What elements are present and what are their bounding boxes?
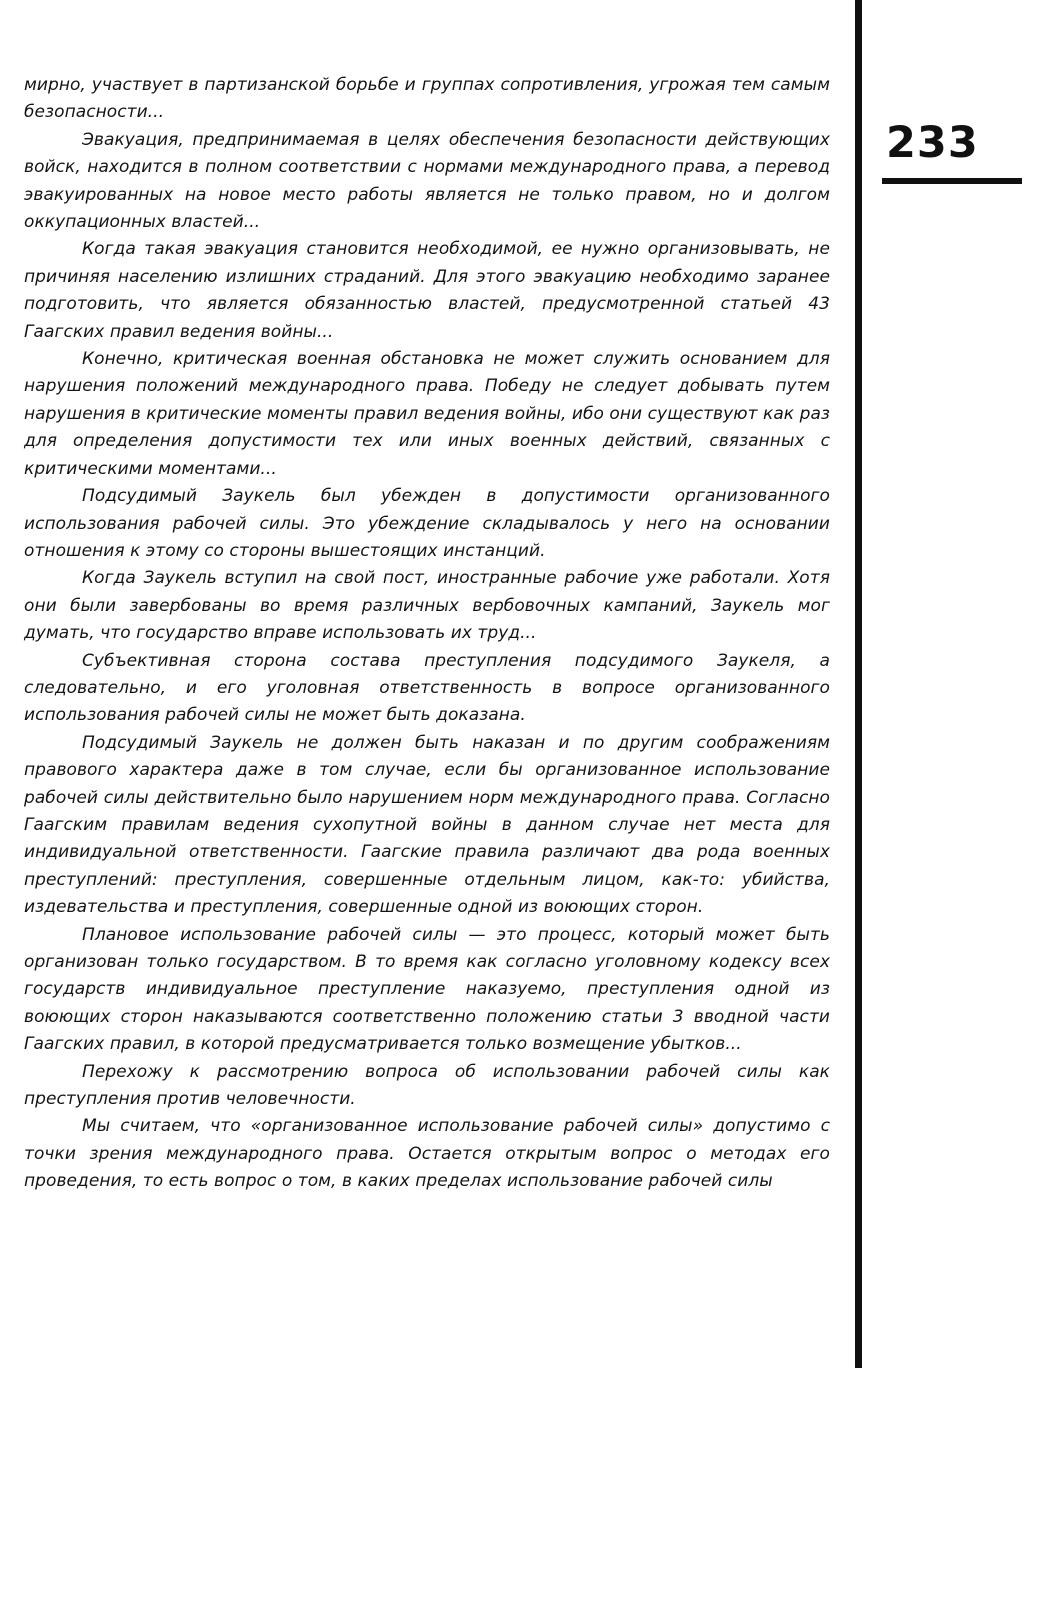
paragraph-4: Конечно, критическая военная обстановка не может служить основанием для нарушения положений международного права. Победу не следует добывать путем нарушения в критические моменты правил ведения войны, ибо они существуют как раз для определения допустимости тех или иных военных действий, связанных с критическими моментами... [24, 349, 830, 479]
paragraph-11: Мы считаем, что «организованное использование рабочей силы» допустимо с точки зрения международного права. Остается открытым вопрос о методах его проведения, то есть вопрос о том, в каких пределах использование рабочей силы [24, 1116, 830, 1192]
paragraph-3: Когда такая эвакуация становится необходимой, ее нужно организовывать, не причиняя населению излишних страданий. Для этого эвакуацию необходимо заранее подготовить, что является обязанностью властей, предусмотренной статьей 43 Гаагских правил ведения войны... [24, 239, 830, 342]
paragraph-1: мирно, участвует в партизанской борьбе и группах сопротивления, угрожая тем самым безопасности... [24, 75, 830, 123]
vertical-margin-rule [855, 0, 862, 1368]
paragraph-10: Перехожу к рассмотрению вопроса об использовании рабочей силы как преступления против человечности. [24, 1061, 830, 1110]
paragraph-6: Когда Заукель вступил на свой пост, иностранные рабочие уже работали. Хотя они были завербованы во время различных вербовочных кампаний, Заукель мог думать, что государство вправе использовать их труд... [24, 568, 830, 644]
paragraph-9: Плановое использование рабочей силы — это процесс, который может быть организован только государством. В то время как согласно уголовному кодексу всех государств индивидуальное преступление наказуемо, преступления одной из воюющих сторон наказываются соответственно положению статьи 3 вводной части Гаагских правил, в которой предусматривается только возмещение убытков... [24, 924, 830, 1055]
text-column [24, 72, 830, 1196]
paragraph-2: Эвакуация, предпринимаемая в целях обеспечения безопасности действующих войск, находится в полном соответствии с нормами международного права, а перевод эвакуированных на новое место работы является не только правом, но и долгом оккупационных властей... [24, 129, 830, 233]
page-number: 233 [886, 118, 979, 168]
page-number-underline [882, 178, 1022, 184]
paragraph-5: Подсудимый Заукель был убежден в допустимости организованного использования рабочей силы. Это убеждение складывалось у него на основании отношения к этому со стороны вышестоящих инстанций. [24, 486, 830, 561]
paragraph-7: Субъективная сторона состава преступления подсудимого Заукеля, а следовательно, и его уголовная ответственность в вопросе организованного использования рабочей силы не может быть доказана. [24, 650, 830, 726]
paragraph-8: Подсудимый Заукель не должен быть наказан и по другим соображениям правового характера даже в том случае, если бы организованное использование рабочей силы действительно было нарушением норм международного права. Согласно Гаагским правилам ведения сухопутной войны в данном случае нет места для индивидуальной ответственности. Гаагские правила различают два рода военных преступлений: преступления, совершенные отдельным лицом, как-то: убийства, издевательства и преступления, совершенные одной из воюющих сторон. [24, 732, 830, 918]
